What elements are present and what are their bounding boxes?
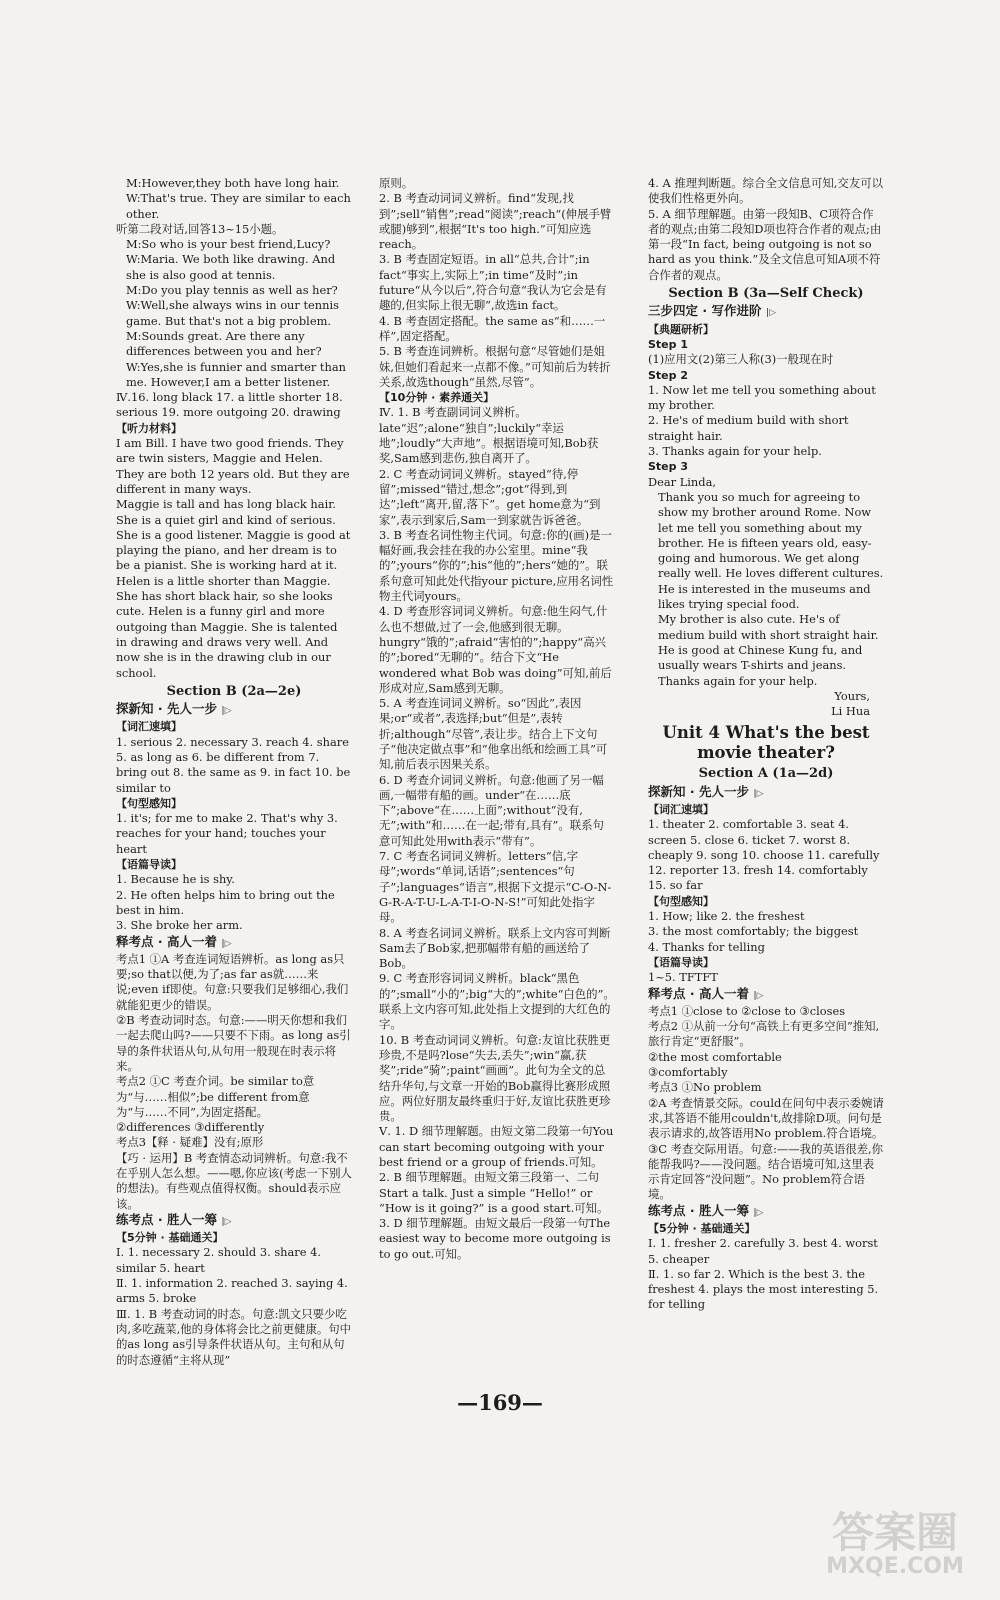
answer-line: 3. She broke her arm. bbox=[116, 918, 243, 933]
explanation: 4. D 考查形容词词义辨析。句意:他生闷气,什么也不想做,过了一会,他感到很无聊。hungry“饿的”;afraid“害怕的”;happy“高兴的”;bored“无聊的”。结合下文“He wondered what Bob was doing”可知,前后形成对应,Sam感到无聊。 bbox=[379, 604, 612, 695]
subsection-heading: 练考点 · 胜人一筹 |▷ bbox=[648, 1202, 764, 1218]
paragraph: I am Bill. I have two good friends. They are twin sisters, Maggie and Helen. They are both 12 years old. But they are different in many ways. bbox=[116, 436, 350, 496]
answer-line: 2. He's of medium build with short straight hair. bbox=[648, 413, 849, 443]
dialog-line: M:Do you play tennis as well as her? bbox=[126, 283, 338, 298]
letter-closing: Yours, bbox=[834, 688, 870, 703]
explanation: 3. B 考查固定短语。in all“总共,合计”;in fact“事实上,实际上”;in time“及时”;in future“从今以后”,符合句意“我认为它会是有趣的,但实际上很无聊”,故选in fact。 bbox=[379, 252, 607, 313]
arrow-icon: |▷ bbox=[221, 1216, 232, 1227]
answer-line: 1. How; like 2. the freshest bbox=[648, 909, 805, 924]
watermark-logo bbox=[800, 1500, 990, 1586]
explanation: 考点2 ①C 考查介词。be similar to意为“与……相似”;be different from意为“与……不同”,为固定搭配。 bbox=[116, 1074, 315, 1119]
letter-paragraph: My brother is also cute. He's of medium build with short straight hair. He is good at Chinese Kung fu, and usually wears T-shirts and jeans. bbox=[658, 612, 879, 673]
dialog-line: M:Sounds great. Are there any differences between you and her? bbox=[126, 328, 322, 359]
instruction-line: 听第二段对话,回答13~15小题。 bbox=[116, 221, 284, 236]
block-heading: 【语篇导读】 bbox=[648, 955, 714, 969]
answer-line: Ⅰ. 1. fresher 2. carefully 3. best 4. worst 5. cheaper bbox=[648, 1236, 878, 1266]
block-heading: 【5分钟 · 基础通关】 bbox=[116, 1231, 224, 1245]
column-left bbox=[116, 176, 352, 1368]
answer-line: 3. the most comfortably; the biggest bbox=[648, 924, 859, 939]
explanation: 8. A 考查名词词义辨析。联系上文内容可判断Sam去了Bob家,把那幅带有船的画送给了Bob。 bbox=[379, 925, 611, 971]
answer-line: 1~5. TFTFT bbox=[648, 970, 718, 985]
explanation: Ⅲ. 1. B 考查动词的时态。句意:凯文只要少吃肉,多吃蔬菜,他的身体将会比之前更健康。句中的as long as引导条件状语从句。主句和从句的时态遵循“主将从现” bbox=[116, 1306, 352, 1367]
answer-line: 1. Now let me tell you something about my brother. bbox=[648, 382, 876, 413]
answer-line: Ⅱ. 1. information 2. reached 3. saying 4. arms 5. broke bbox=[116, 1276, 348, 1306]
answer-line: Ⅱ. 1. so far 2. Which is the best 3. the freshest 4. plays the most interesting 5. for telling bbox=[648, 1266, 879, 1312]
arrow-icon: |▷ bbox=[765, 308, 777, 319]
explanation: 4. B 考查固定搭配。the same as“和……一样”,固定搭配。 bbox=[379, 313, 606, 343]
answer-line: 2. He often helps him to bring out the best in him. bbox=[116, 887, 335, 917]
watermark-text: 答案圈 bbox=[831, 1508, 958, 1557]
explanation: ③comfortably bbox=[648, 1065, 728, 1080]
explanation: 9. C 考查形容词词义辨析。black“黑色的”;small“小的”;big“大的”;white“白色的”。联系上文内容可知,此处指上文提到的大红色的字。 bbox=[379, 971, 615, 1032]
page-number: —169— bbox=[457, 1390, 543, 1415]
subsection-heading: 三步四定 · 写作进阶 |▷ bbox=[648, 303, 777, 319]
dialog-line: W:Well,she always wins in our tennis game. But that's not a big problem. bbox=[126, 298, 339, 328]
step-label: Step 3 bbox=[648, 460, 688, 474]
arrow-icon: |▷ bbox=[221, 706, 232, 717]
answer-line: 4. Thanks for telling bbox=[648, 939, 765, 954]
step-label: Step 2 bbox=[648, 368, 688, 382]
explanation: ②B 考查动词时态。句意:——明天你想和我们一起去爬山吗?——只要不下雨。as long as引导的条件状语从句,从句用一般现在时表示将来。 bbox=[116, 1013, 351, 1073]
section-title: Section B (2a—2e) bbox=[166, 683, 302, 699]
explanation: 2. C 考查动词词义辨析。stayed“待,停留”;missed“错过,想念”;got“得到,到达”;left“离开,留,落下”。get home意为“到家”,表示到家后,Sam一到家就告诉爸爸。 bbox=[379, 466, 601, 527]
letter-signature: Li Hua bbox=[831, 704, 870, 719]
answer-line: Ⅰ. 1. necessary 2. should 3. share 4. similar 5. heart bbox=[116, 1245, 321, 1275]
block-heading: 【句型感知】 bbox=[648, 894, 714, 908]
block-heading: 【语篇导读】 bbox=[116, 858, 182, 872]
dialog-line: W:Yes,she is funnier and smarter than me. However,I am a better listener. bbox=[126, 359, 346, 389]
explanation: 2. B 考查动词词义辨析。find“发现,找到”;sell“销售”;read“阅读”;reach“(伸展手臂或腿)够到”,根据“It's too high.”可知应选reach。 bbox=[379, 191, 612, 252]
explanation: 原则。 bbox=[379, 176, 414, 190]
arrow-icon: |▷ bbox=[753, 990, 764, 1001]
dialog-line: M:However,they both have long hair. bbox=[126, 176, 340, 190]
block-heading: 【10分钟 · 素养通关】 bbox=[379, 391, 495, 405]
step-label: Step 1 bbox=[648, 337, 688, 351]
explanation: 7. C 考查名词词义辨析。letters“信,字母”;words“单词,话语”;sentences“句子”;languages“语言”,根据下文提示“C-O-N-G-R-A-T-U-L-A-T-I-O-N-S!”可知此处指字母。 bbox=[379, 849, 612, 925]
explanation: 考点2 ①从前一分句“高铁上有更多空间”推知,旅行肯定“更舒服”。 bbox=[648, 1019, 880, 1049]
explanation: 考点3【释 · 疑难】没有;原形 bbox=[116, 1135, 264, 1150]
letter-paragraph: Thank you so much for agreeing to show my brother around Rome. Now let me tell you something about my brother. He is fifteen years old, easy-going and humorous. We get along really well. He loves different cultures. He is interested in the museums and likes trying special food. bbox=[658, 489, 884, 612]
arrow-icon: |▷ bbox=[221, 938, 232, 949]
explanation: 3. B 考查名词性物主代词。句意:你的(画)是一幅好画,我会挂在我的办公室里。mine“我的”;yours“你的”;his“他的”;hers“她的”。联系句意可知此处代指your picture,应用名词性物主代词yours。 bbox=[379, 527, 614, 604]
block-heading: 【典题研析】 bbox=[648, 322, 714, 336]
explanation: ③C 考查交际用语。句意:——我的英语很差,你能帮我吗?——没问题。结合语境可知,这里表示肯定回答“没问题”。No problem符合语境。 bbox=[648, 1141, 884, 1202]
letter-greeting: Dear Linda, bbox=[648, 474, 716, 489]
subsection-heading: 练考点 · 胜人一筹 |▷ bbox=[116, 1211, 232, 1227]
block-heading: 【句型感知】 bbox=[116, 796, 182, 810]
dialog-line: W:That's true. They are similar to each other. bbox=[126, 191, 351, 221]
explanation: 5. A 细节理解题。由第一段知B、C项符合作者的观点;由第二段知D项也符合作者的观点;由第一段“In fact, being outgoing is not so hard as you think.”及全文信息可知A项不符合作者的观点。 bbox=[648, 206, 882, 282]
explanation: 6. D 考查介词词义辨析。句意:他画了另一幅画,一幅带有船的画。under“在……底下”;above“在……上面”;without“没有,无”;with“和……在一起;带有,具有”。联系句意可知此处用with表示“带有”。 bbox=[379, 772, 604, 848]
answer-line: 3. Thanks again for your help. bbox=[648, 444, 822, 459]
explanation: 5. B 考查连词辨析。根据句意“尽管她们是姐妹,但她们看起来一点都不像。”可知前后为转折关系,故选though“虽然,尽管”。 bbox=[379, 344, 611, 389]
subsection-heading: 探新知 · 先人一步 |▷ bbox=[648, 783, 764, 799]
explanation: 【巧 · 运用】B 考查情态动词辨析。句意:我不在乎别人怎么想。——嗯,你应该(考虑一下别人的想法)。有些观点值得权衡。should表示应该。 bbox=[116, 1150, 352, 1211]
dialog-line: W:Maria. We both like drawing. And she is also good at tennis. bbox=[126, 252, 336, 282]
listening-material-heading: 【听力材料】 bbox=[116, 421, 182, 435]
unit-title: Unit 4 What's the best movie theater? bbox=[662, 723, 870, 763]
explanation: 4. A 推理判断题。综合全文信息可知,交友可以使我们性格更外向。 bbox=[648, 176, 883, 206]
explanation: Ⅳ. 1. B 考查副词词义辨析。late“迟”;alone“独自”;luckily“幸运地”;loudly“大声地”。根据语境可知,Bob获奖,Sam感到悲伤,独自离开了。 bbox=[379, 405, 599, 466]
section-title: Section A (1a—2d) bbox=[698, 766, 834, 782]
answer-line: (1)应用文(2)第三人称(3)一般现在时 bbox=[648, 352, 834, 367]
explanation: ②the most comfortable bbox=[648, 1049, 782, 1064]
answer-line: 1. theater 2. comfortable 3. seat 4. screen 5. close 6. ticket 7. worst 8. cheaply 9. song 10. choose 11. carefully 12. reporter 13. fresh 14. comfortably 15. so far bbox=[648, 817, 880, 893]
block-heading: 【词汇速填】 bbox=[116, 720, 182, 734]
explanation: 2. B 细节理解题。由短文第三段第一、二句Start a talk. Just a simple “Hello!” or “How is it going?” is a good start.可知。 bbox=[379, 1170, 609, 1215]
arrow-icon: |▷ bbox=[753, 1207, 764, 1218]
answer-line: 1. serious 2. necessary 3. reach 4. share 5. as long as 6. be different from 7. bring out 8. the same as 9. in fact 10. be similar to bbox=[116, 734, 351, 795]
explanation: ②A 考查情景交际。could在问句中表示委婉请求,其答语不能用couldn't,故排除D项。问句是表示请求的,故答语用No problem.符合语境。 bbox=[648, 1095, 884, 1141]
explanation: ②differences ③differently bbox=[116, 1120, 265, 1135]
answer-line: Ⅳ.16. long black 17. a little shorter 18. serious 19. more outgoing 20. drawing bbox=[116, 390, 343, 420]
answer-line: 1. it's; for me to make 2. That's why 3. reaches for your hand; touches your heart bbox=[116, 811, 338, 856]
block-heading: 【词汇速填】 bbox=[648, 802, 714, 816]
explanation: Ⅴ. 1. D 细节理解题。由短文第二段第一句You can start becoming outgoing with your best friend or a group of friends.可知。 bbox=[379, 1124, 614, 1169]
answer-line: 1. Because he is shy. bbox=[116, 872, 235, 887]
explanation: 考点3 ①No problem bbox=[648, 1080, 762, 1095]
explanation: 5. A 考查连词词义辨析。so“因此”,表因果;or“或者”,表选择;but“但是”,表转折;although“尽管”,表让步。结合上下文句子“他决定做点事”和“他拿出纸和绘画工具”可知,前后表示因果关系。 bbox=[379, 696, 608, 772]
letter-paragraph: Thanks again for your help. bbox=[658, 673, 818, 688]
section-title: Section B (3a—Self Check) bbox=[668, 286, 864, 302]
paragraph: Helen is a little shorter than Maggie. She has short black hair, so she looks cute. Helen is a funny girl and more outgoing than Maggie. She is talented in drawing and draws very well. And now she is in the drawing club in our school. bbox=[116, 573, 338, 680]
explanation: 3. D 细节理解题。由短文最后一段第一句The easiest way to become more outgoing is to go out.可知。 bbox=[379, 1216, 611, 1261]
paragraph: Maggie is tall and has long black hair. She is a quiet girl and kind of serious. She is a good listener. Maggie is good at playing the piano, and her dream is to be a pianist. She is working hard at it. bbox=[116, 497, 351, 573]
subsection-heading: 释考点 · 高人一着 |▷ bbox=[648, 985, 764, 1001]
subsection-heading: 释考点 · 高人一着 |▷ bbox=[116, 933, 232, 949]
arrow-icon: |▷ bbox=[753, 788, 764, 799]
explanation: 考点1 ①A 考查连词短语辨析。as long as只要;so that以便,为了;as far as就……来说;even if即使。句意:只要我们足够细心,我们就能犯更少的错误。 bbox=[116, 951, 349, 1012]
column-middle bbox=[379, 176, 615, 1262]
subsection-heading: 探新知 · 先人一步 |▷ bbox=[116, 701, 232, 717]
explanation: 考点1 ①close to ②close to ③closes bbox=[648, 1003, 846, 1018]
block-heading: 【5分钟 · 基础通关】 bbox=[648, 1222, 756, 1235]
explanation: 10. B 考查动词词义辨析。句意:友谊比获胜更珍贵,不是吗?lose“失去,丢失”;win“赢,获奖”;ride“骑”;paint“画画”。此句为全文的总结升华句,与文章一开始的Bob赢得比赛形成照应。两位好朋友最终重归于好,友谊比获胜更珍贵。 bbox=[379, 1032, 611, 1124]
dialog-line: M:So who is your best friend,Lucy? bbox=[126, 237, 331, 252]
column-right bbox=[648, 176, 884, 1313]
watermark-site: MXQE.COM bbox=[826, 1554, 964, 1579]
